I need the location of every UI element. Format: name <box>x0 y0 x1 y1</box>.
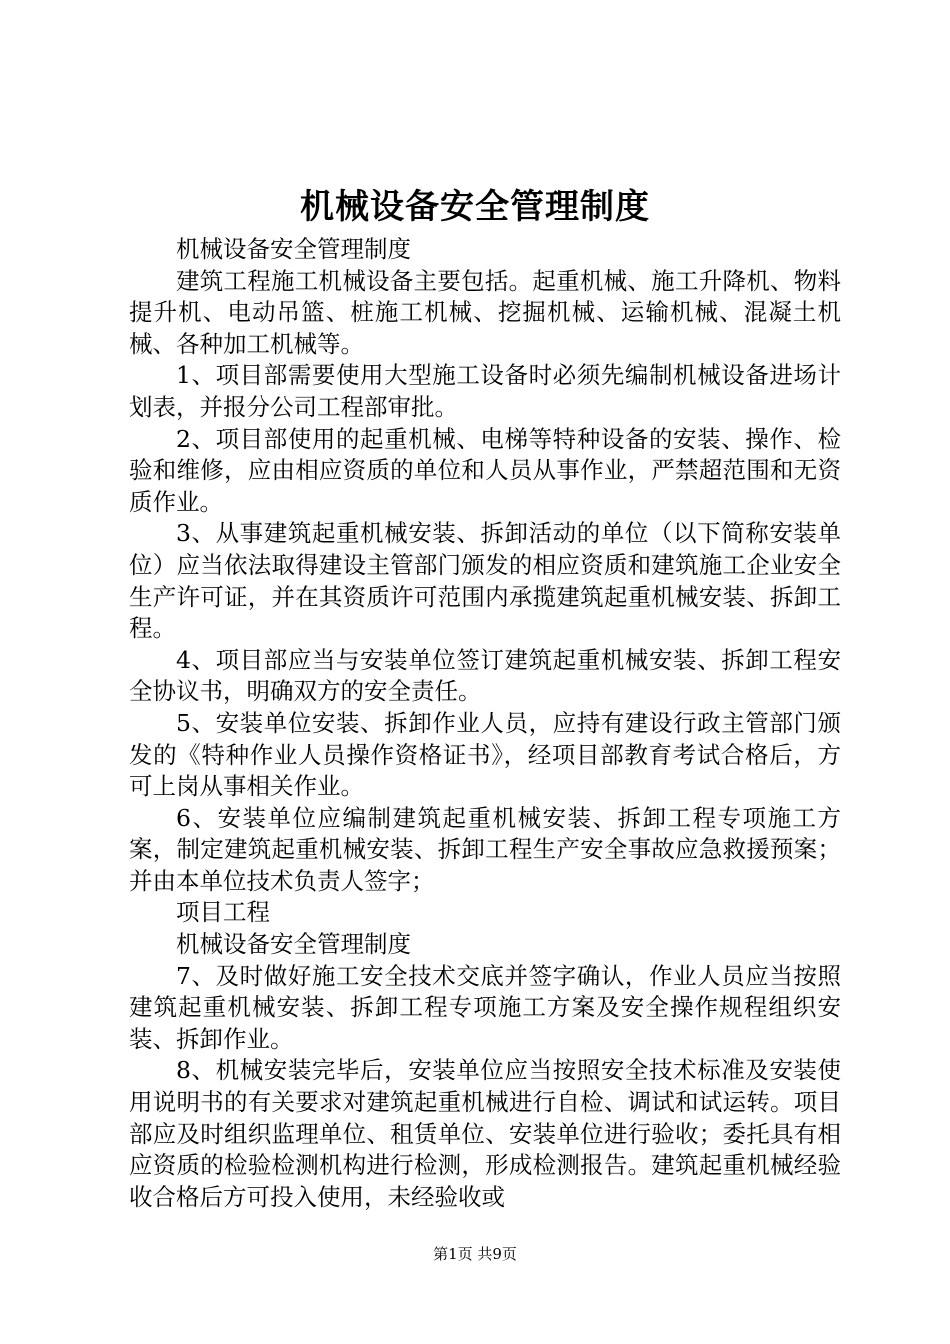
paragraph: 6、安装单位应编制建筑起重机械安装、拆卸工程专项施工方案，制定建筑起重机械安装、拆卸工程生产安全事故应急救援预案；并由本单位技术负责人签字； <box>129 803 841 895</box>
document-title: 机械设备安全管理制度 <box>300 187 650 227</box>
paragraph: 8、机械安装完毕后，安装单位应当按照安全技术标准及安装使用说明书的有关要求对建筑起重机械进行自检、调试和试运转。项目部应及时组织监理单位、租赁单位、安装单位进行验收；委托具有相应资质的检验检测机构进行检测，形成检测报告。建筑起重机械经验收合格后方可投入使用，未经验收或 <box>129 1056 841 1211</box>
page-footer <box>0 1244 950 1264</box>
paragraph: 4、项目部应当与安装单位签订建筑起重机械安装、拆卸工程安全协议书，明确双方的安全责任。 <box>129 645 841 706</box>
paragraph: 2、项目部使用的起重机械、电梯等特种设备的安装、操作、检验和维修，应由相应资质的单位和人员从事作业，严禁超范围和无资质作业。 <box>129 424 841 516</box>
document-body <box>129 234 841 1213</box>
paragraph: 1、项目部需要使用大型施工设备时必须先编制机械设备进场计划表，并报分公司工程部审批。 <box>129 361 841 421</box>
paragraph: 机械设备安全管理制度 <box>176 235 411 263</box>
paragraph: 项目工程 <box>176 898 270 927</box>
paragraph: 机械设备安全管理制度 <box>176 930 411 959</box>
paragraph: 建筑工程施工机械设备主要包括。起重机械、施工升降机、物料提升机、电动吊篮、桩施工机械、挖掘机械、运输机械、混凝土机械、各种加工机械等。 <box>129 266 841 358</box>
page-number: 第1页 共9页 <box>433 1245 517 1263</box>
paragraph: 3、从事建筑起重机械安装、拆卸活动的单位（以下简称安装单位）应当依法取得建设主管部门颁发的相应资质和建筑施工企业安全生产许可证，并在其资质许可范围内承揽建筑起重机械安装、拆卸工程。 <box>129 519 841 643</box>
paragraph: 7、及时做好施工安全技术交底并签字确认，作业人员应当按照建筑起重机械安装、拆卸工程专项施工方案及安全操作规程组织安装、拆卸作业。 <box>129 961 841 1053</box>
paragraph: 5、安装单位安装、拆卸作业人员，应持有建设行政主管部门颁发的《特种作业人员操作资格证书》，经项目部教育考试合格后，方可上岗从事相关作业。 <box>129 708 841 801</box>
